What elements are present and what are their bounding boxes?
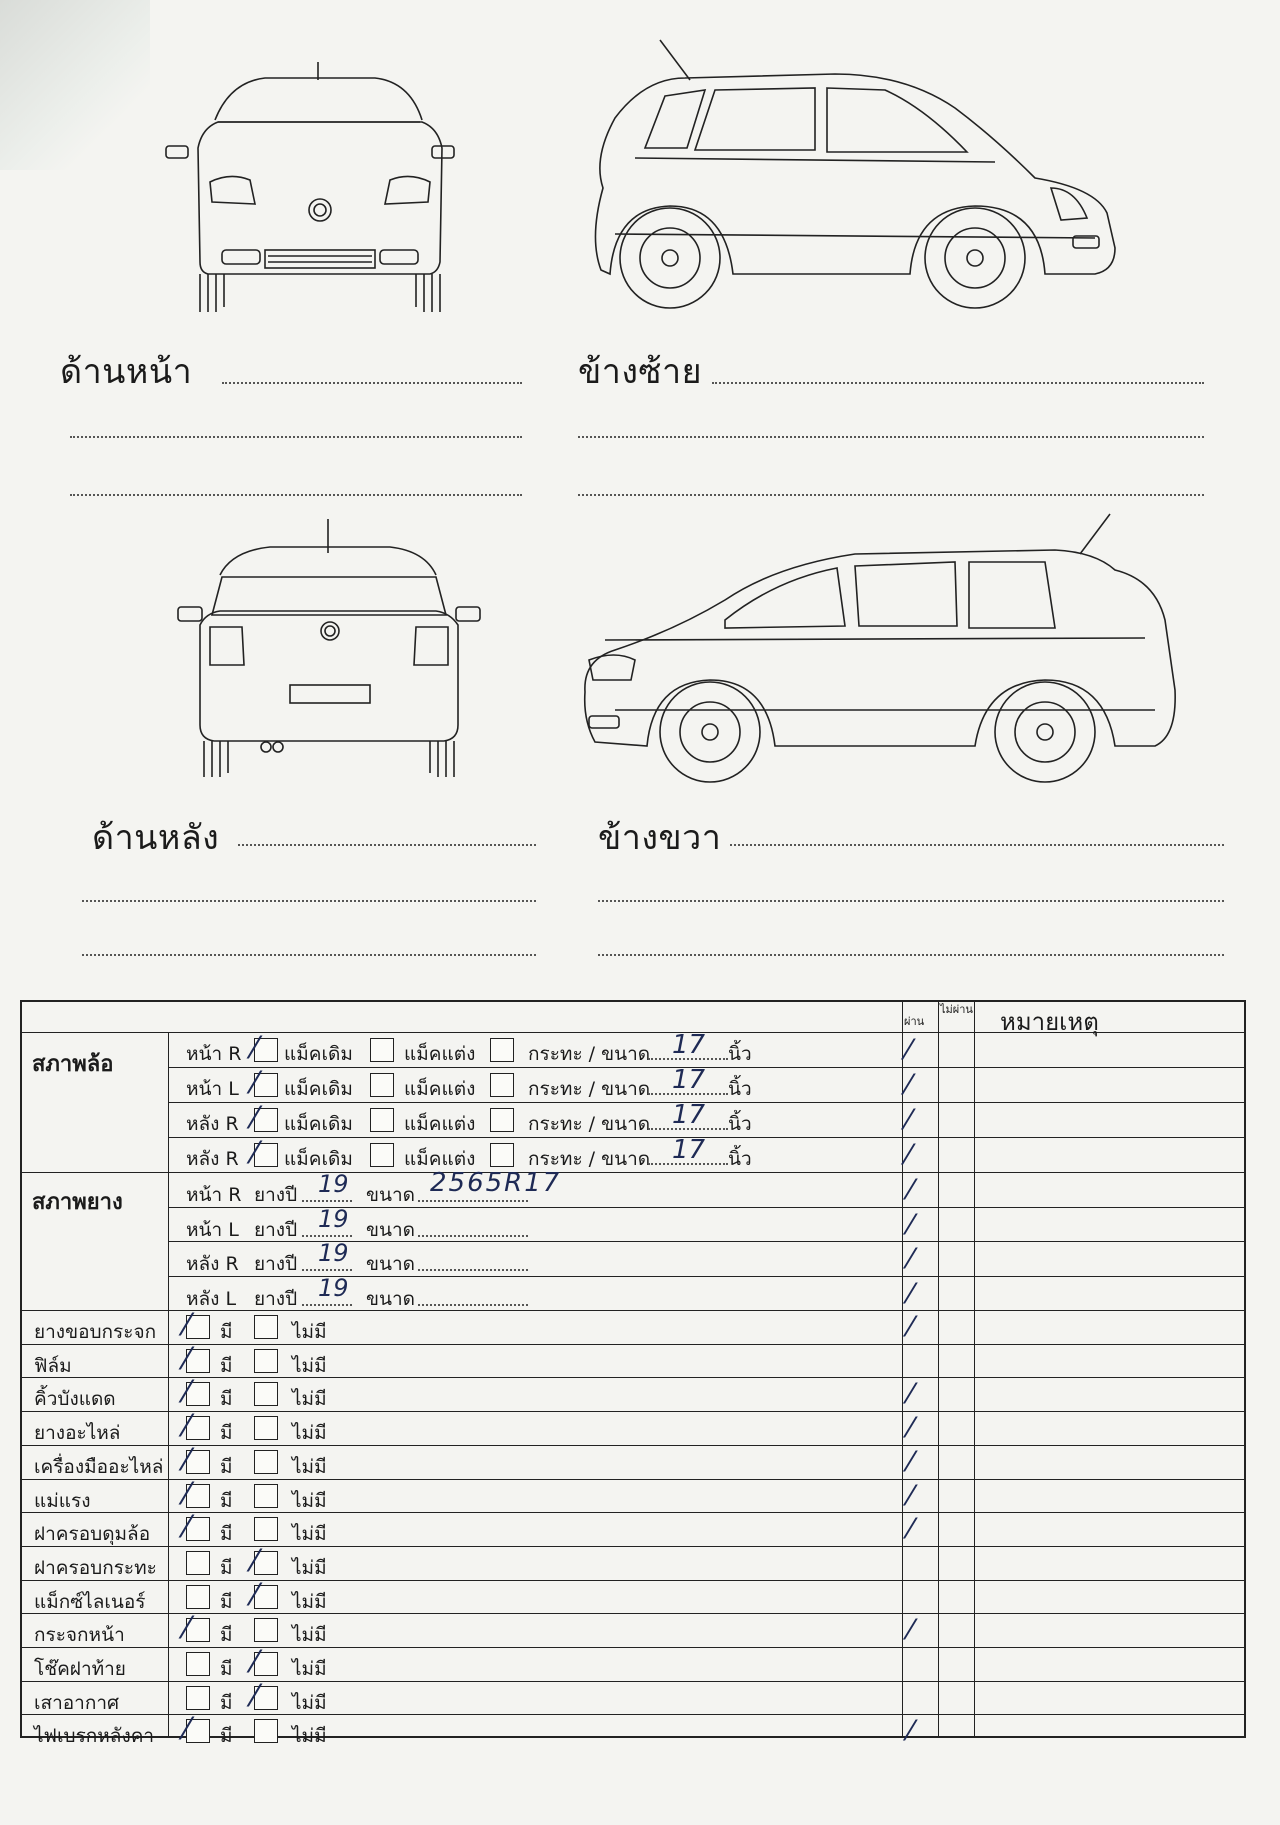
- wheel-rim-checkbox[interactable]: [490, 1108, 514, 1132]
- item-row-divider: [20, 1377, 1246, 1378]
- rear-note-line-1[interactable]: [238, 844, 536, 846]
- tire-position: หลัง R: [186, 1253, 239, 1275]
- item-has-label: มี: [220, 1455, 233, 1478]
- wheel-custom-checkbox[interactable]: [370, 1108, 394, 1132]
- item-label: เสาอากาศ: [34, 1691, 120, 1714]
- tire-position: หน้า L: [186, 1218, 239, 1241]
- item-none-label: ไม่มี: [292, 1422, 327, 1445]
- tire-size-line[interactable]: [418, 1269, 528, 1271]
- item-pass-mark: ⁄: [908, 1310, 913, 1343]
- item-none-label: ไม่มี: [292, 1321, 327, 1343]
- pass-header: ผ่าน: [904, 1015, 925, 1028]
- item-pass-mark: ⁄: [908, 1714, 913, 1748]
- tire-size-label: ขนาด: [366, 1287, 415, 1310]
- wheel-factory-checkbox[interactable]: [254, 1143, 278, 1167]
- item-label: โช๊คฝาท้าย: [34, 1658, 126, 1680]
- item-has-check-mark: ⁄: [184, 1308, 190, 1343]
- front-note-line-3[interactable]: [70, 494, 522, 496]
- item-none-checkbox[interactable]: [254, 1416, 278, 1440]
- left-note-line-2[interactable]: [578, 436, 1204, 438]
- wheel-factory-label: แม็คเดิม: [284, 1148, 353, 1170]
- item-has-label: มี: [220, 1556, 233, 1579]
- wheel-factory-checkbox[interactable]: [254, 1108, 278, 1132]
- item-has-label: มี: [220, 1658, 233, 1680]
- wheel-custom-label: แม็คแต่ง: [404, 1078, 476, 1100]
- tire-year-label: ยางปี: [254, 1253, 298, 1275]
- tire-size-label: ขนาด: [366, 1253, 415, 1275]
- item-pass-mark: ⁄: [908, 1613, 913, 1647]
- item-has-label: มี: [220, 1590, 233, 1613]
- wheel-custom-checkbox[interactable]: [370, 1038, 394, 1062]
- tire-size-line[interactable]: [418, 1200, 528, 1202]
- car-left-side-drawing: [575, 38, 1195, 316]
- item-none-check-mark: ⁄: [252, 1543, 258, 1579]
- tire-year-line[interactable]: [302, 1269, 352, 1271]
- item-pass-mark: ⁄: [908, 1444, 913, 1478]
- wheel-pass-mark: ⁄: [906, 1068, 911, 1101]
- tire-pass-mark: ⁄: [908, 1242, 913, 1275]
- item-none-checkbox[interactable]: [254, 1652, 278, 1676]
- tire-size-line[interactable]: [418, 1304, 528, 1306]
- tire-pass-mark: ⁄: [908, 1173, 913, 1206]
- item-none-check-mark: ⁄: [252, 1577, 258, 1613]
- wheel-position: หลัง R: [186, 1148, 239, 1170]
- wheel-size-label: กระทะ / ขนาด: [528, 1113, 651, 1135]
- item-none-checkbox[interactable]: [254, 1686, 278, 1710]
- fail-column-right: [974, 1000, 975, 1738]
- item-none-label: ไม่มี: [292, 1624, 327, 1647]
- item-none-label: ไม่มี: [292, 1590, 327, 1613]
- item-none-checkbox[interactable]: [254, 1349, 278, 1373]
- item-has-label: มี: [220, 1624, 233, 1647]
- item-none-checkbox[interactable]: [254, 1450, 278, 1474]
- item-none-label: ไม่มี: [292, 1691, 327, 1714]
- wheel-rim-checkbox[interactable]: [490, 1038, 514, 1062]
- item-row-divider: [20, 1681, 1246, 1682]
- item-row-divider: [20, 1411, 1246, 1412]
- tire-year-value: 19: [318, 1170, 349, 1198]
- item-row-divider: [20, 1512, 1246, 1513]
- item-none-checkbox[interactable]: [254, 1484, 278, 1508]
- item-has-checkbox[interactable]: [186, 1585, 210, 1609]
- tire-year-line[interactable]: [302, 1200, 352, 1202]
- wheel-position: หน้า L: [186, 1078, 239, 1100]
- tire-year-line[interactable]: [302, 1304, 352, 1306]
- right-note-line-1[interactable]: [730, 844, 1224, 846]
- item-label: คิ้วบังแดด: [34, 1388, 116, 1411]
- item-none-label: ไม่มี: [292, 1455, 327, 1478]
- item-pass-mark: ⁄: [908, 1512, 913, 1546]
- page-corner-shadow: [0, 0, 150, 170]
- tire-year-label: ยางปี: [254, 1287, 298, 1310]
- pass-column-left: [902, 1000, 903, 1738]
- tire-year-label: ยางปี: [254, 1184, 298, 1206]
- item-label: ฝาครอบกระทะ: [34, 1556, 157, 1579]
- item-has-label: มี: [220, 1691, 233, 1714]
- item-label: ยางอะไหล่: [34, 1422, 121, 1445]
- item-has-check-mark: ⁄: [184, 1442, 190, 1478]
- wheel-size-unit: นิ้ว: [728, 1078, 752, 1100]
- item-has-checkbox[interactable]: [186, 1349, 210, 1373]
- wheel-factory-checkbox[interactable]: [254, 1038, 278, 1062]
- rear-view-label: ด้านหลัง: [92, 818, 220, 858]
- tire-size-value: 2565R17: [430, 1168, 562, 1198]
- item-label: ยางขอบกระจก: [34, 1321, 157, 1343]
- item-none-label: ไม่มี: [292, 1354, 327, 1377]
- wheel-custom-label: แม็คแต่ง: [404, 1113, 476, 1135]
- item-has-label: มี: [220, 1725, 233, 1748]
- item-has-check-mark: ⁄: [184, 1611, 190, 1647]
- item-has-label: มี: [220, 1523, 233, 1546]
- tire-position: หลัง L: [186, 1287, 237, 1310]
- item-row-divider: [20, 1546, 1246, 1547]
- wheel-custom-label: แม็คแต่ง: [404, 1148, 476, 1170]
- item-has-checkbox[interactable]: [186, 1315, 210, 1339]
- front-view-label: ด้านหน้า: [60, 352, 193, 392]
- item-has-checkbox[interactable]: [186, 1382, 210, 1406]
- wheel-factory-check-mark: ⁄: [252, 1031, 258, 1066]
- item-row-divider: [20, 1479, 1246, 1480]
- front-note-line-2[interactable]: [70, 436, 522, 438]
- item-has-checkbox[interactable]: [186, 1618, 210, 1642]
- item-has-label: มี: [220, 1354, 233, 1377]
- item-has-checkbox[interactable]: [186, 1416, 210, 1440]
- item-has-checkbox[interactable]: [186, 1484, 210, 1508]
- item-none-checkbox[interactable]: [254, 1517, 278, 1541]
- fail-header: ไม่ผ่าน: [940, 1003, 973, 1016]
- item-has-checkbox[interactable]: [186, 1517, 210, 1541]
- item-row-divider: [20, 1613, 1246, 1614]
- item-row-divider: [20, 1714, 1246, 1715]
- item-none-label: ไม่มี: [292, 1658, 327, 1680]
- wheel-rim-checkbox[interactable]: [490, 1143, 514, 1167]
- front-note-line-1[interactable]: [222, 382, 522, 384]
- item-label: ไฟเบรกหลังคา: [34, 1725, 155, 1748]
- item-row-divider: [20, 1580, 1246, 1581]
- item-row-divider: [20, 1344, 1246, 1345]
- remark-header: หมายเหตุ: [1000, 1008, 1099, 1036]
- wheel-size-unit: นิ้ว: [728, 1148, 752, 1170]
- wheel-pass-mark: ⁄: [906, 1103, 911, 1136]
- tire-year-line[interactable]: [302, 1235, 352, 1237]
- wheel-row-divider: [168, 1067, 1246, 1068]
- wheel-factory-label: แม็คเดิม: [284, 1078, 353, 1100]
- left-note-line-1[interactable]: [712, 382, 1204, 384]
- car-rear-drawing: [170, 515, 485, 780]
- wheel-factory-label: แม็คเดิม: [284, 1113, 353, 1135]
- item-none-checkbox[interactable]: [254, 1551, 278, 1575]
- item-none-checkbox[interactable]: [254, 1382, 278, 1406]
- item-none-checkbox[interactable]: [254, 1585, 278, 1609]
- wheel-custom-label: แม็คแต่ง: [404, 1043, 476, 1065]
- right-note-line-2[interactable]: [598, 900, 1224, 902]
- tire-year-label: ยางปี: [254, 1218, 298, 1241]
- wheel-size-unit: นิ้ว: [728, 1043, 752, 1065]
- item-has-label: มี: [220, 1388, 233, 1411]
- item-label: กระจกหน้า: [34, 1624, 125, 1647]
- wheel-size-label: กระทะ / ขนาด: [528, 1148, 651, 1170]
- wheel-factory-check-mark: ⁄: [252, 1066, 258, 1101]
- item-has-check-mark: ⁄: [184, 1510, 190, 1546]
- item-has-label: มี: [220, 1489, 233, 1512]
- item-row-divider: [20, 1647, 1246, 1648]
- wheel-section-label: สภาพล้อ: [32, 1052, 114, 1077]
- wheel-row-divider: [168, 1137, 1246, 1138]
- item-label: ฝาครอบดุมล้อ: [34, 1523, 151, 1546]
- tire-year-value: 19: [318, 1204, 349, 1233]
- left-view-label: ข้างซ้าย: [578, 352, 703, 392]
- item-has-check-mark: ⁄: [184, 1476, 190, 1512]
- tire-size-label: ขนาด: [366, 1184, 415, 1206]
- item-none-label: ไม่มี: [292, 1523, 327, 1546]
- item-has-checkbox[interactable]: [186, 1719, 210, 1743]
- item-label: แม็กซ์ไลเนอร์: [34, 1590, 146, 1613]
- wheel-position: หลัง R: [186, 1113, 239, 1135]
- left-note-line-3[interactable]: [578, 494, 1204, 496]
- item-has-check-mark: ⁄: [184, 1409, 190, 1445]
- item-label: ฟิล์ม: [34, 1354, 72, 1377]
- wheel-position: หน้า R: [186, 1043, 242, 1065]
- wheel-size-value: 17: [672, 1065, 706, 1095]
- wheel-size-value: 17: [672, 1030, 706, 1060]
- right-view-label: ข้างขวา: [598, 818, 722, 858]
- tire-pass-mark: ⁄: [908, 1207, 913, 1241]
- rear-note-line-2[interactable]: [82, 900, 536, 902]
- rear-note-line-3[interactable]: [82, 954, 536, 956]
- wheel-size-label: กระทะ / ขนาด: [528, 1078, 651, 1100]
- item-none-label: ไม่มี: [292, 1388, 327, 1411]
- right-note-line-3[interactable]: [598, 954, 1224, 956]
- item-none-checkbox[interactable]: [254, 1618, 278, 1642]
- item-has-checkbox[interactable]: [186, 1450, 210, 1474]
- item-has-checkbox[interactable]: [186, 1551, 210, 1575]
- item-none-check-mark: ⁄: [252, 1678, 258, 1714]
- wheel-row-divider: [168, 1102, 1246, 1103]
- tire-section-label: สภาพยาง: [32, 1190, 123, 1215]
- item-label: แม่แรง: [34, 1489, 91, 1512]
- item-row-divider: [20, 1445, 1246, 1446]
- item-none-label: ไม่มี: [292, 1489, 327, 1512]
- wheel-factory-check-mark: ⁄: [252, 1136, 258, 1171]
- item-pass-mark: ⁄: [908, 1411, 913, 1445]
- tire-year-value: 19: [318, 1273, 349, 1302]
- item-has-checkbox[interactable]: [186, 1686, 210, 1710]
- wheel-rim-checkbox[interactable]: [490, 1073, 514, 1097]
- wheel-size-label: กระทะ / ขนาด: [528, 1043, 651, 1065]
- item-has-checkbox[interactable]: [186, 1652, 210, 1676]
- item-has-label: มี: [220, 1321, 233, 1343]
- item-none-check-mark: ⁄: [252, 1645, 258, 1680]
- wheel-pass-mark: ⁄: [906, 1138, 911, 1171]
- wheel-size-value: 17: [672, 1100, 706, 1130]
- item-has-label: มี: [220, 1422, 233, 1445]
- item-none-checkbox[interactable]: [254, 1315, 278, 1339]
- item-pass-mark: ⁄: [908, 1377, 913, 1411]
- item-pass-mark: ⁄: [908, 1478, 913, 1512]
- wheel-custom-checkbox[interactable]: [370, 1143, 394, 1167]
- wheel-custom-checkbox[interactable]: [370, 1073, 394, 1097]
- wheel-factory-checkbox[interactable]: [254, 1073, 278, 1097]
- tire-year-value: 19: [318, 1239, 349, 1267]
- item-has-check-mark: ⁄: [184, 1341, 190, 1377]
- wheel-pass-mark: ⁄: [906, 1033, 911, 1066]
- wheel-size-unit: นิ้ว: [728, 1113, 752, 1135]
- tire-pass-mark: ⁄: [908, 1276, 913, 1310]
- wheel-factory-check-mark: ⁄: [252, 1101, 258, 1136]
- car-right-side-drawing: [575, 510, 1195, 790]
- tire-size-line[interactable]: [418, 1235, 528, 1237]
- item-none-label: ไม่มี: [292, 1556, 327, 1579]
- item-none-label: ไม่มี: [292, 1725, 327, 1748]
- item-none-checkbox[interactable]: [254, 1719, 278, 1743]
- item-label: เครื่องมืออะไหล่: [34, 1455, 164, 1478]
- tire-size-label: ขนาด: [366, 1218, 415, 1241]
- car-front-drawing: [160, 62, 460, 320]
- wheel-size-value: 17: [672, 1135, 706, 1165]
- item-has-check-mark: ⁄: [184, 1712, 190, 1748]
- item-has-check-mark: ⁄: [184, 1375, 190, 1411]
- tire-position: หน้า R: [186, 1184, 242, 1206]
- wheel-factory-label: แม็คเดิม: [284, 1043, 353, 1065]
- pass-column-right: [938, 1000, 939, 1738]
